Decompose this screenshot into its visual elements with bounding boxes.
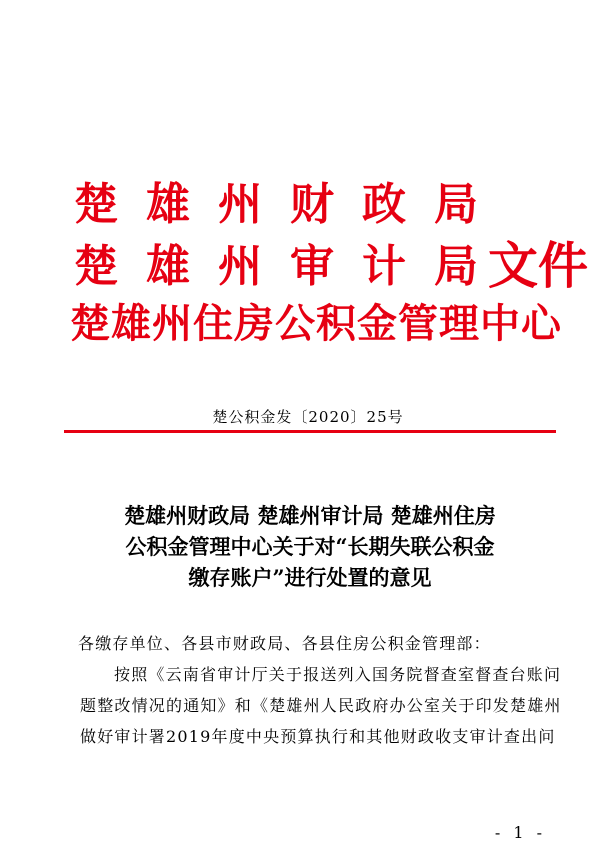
issuer-char: 财: [290, 179, 334, 230]
document-number: 楚公积金发〔2020〕25号: [212, 408, 404, 426]
issuer-char: 政: [362, 179, 406, 230]
title-line: 楚雄州财政局 楚雄州审计局 楚雄州住房: [124, 503, 496, 528]
issuer-char: 计: [362, 241, 406, 292]
issuer-char: 楚: [74, 241, 118, 292]
issuer-finance-bureau: [74, 178, 506, 232]
issuer-audit-bureau: [74, 240, 506, 294]
red-divider: [64, 430, 556, 433]
issuer-char: 雄: [146, 179, 190, 230]
issuer-char: 审: [290, 241, 334, 292]
salutation: 各缴存单位、各县市财政局、各县住房公积金管理部：: [78, 634, 491, 653]
issuer-char: 局: [434, 179, 478, 230]
issuer-char: 州: [218, 241, 262, 292]
title-line: 公积金管理中心关于对“长期失联公积金: [125, 534, 495, 559]
title-line: 缴存账户”进行处置的意见: [188, 565, 432, 590]
issuer-housing-fund-center: 楚雄州住房公积金管理中心: [70, 300, 562, 347]
document-title: [60, 500, 560, 593]
page-number: - 1 -: [494, 823, 546, 842]
body-line: 做好审计署2019年度中央预算执行和其他财政收支审计查出问: [80, 727, 556, 746]
document-body: [78, 628, 562, 752]
issuer-char: 州: [218, 179, 262, 230]
issuer-char: 楚: [74, 179, 118, 230]
issuer-char: 局: [434, 241, 478, 292]
issuer-char: 雄: [146, 241, 190, 292]
body-line: 题整改情况的通知》和《楚雄州人民政府办公室关于印发楚雄州: [80, 696, 562, 715]
document-suffix: 文件: [488, 236, 588, 295]
body-line: 按照《云南省审计厅关于报送列入国务院督查室督查台账问: [114, 665, 562, 684]
